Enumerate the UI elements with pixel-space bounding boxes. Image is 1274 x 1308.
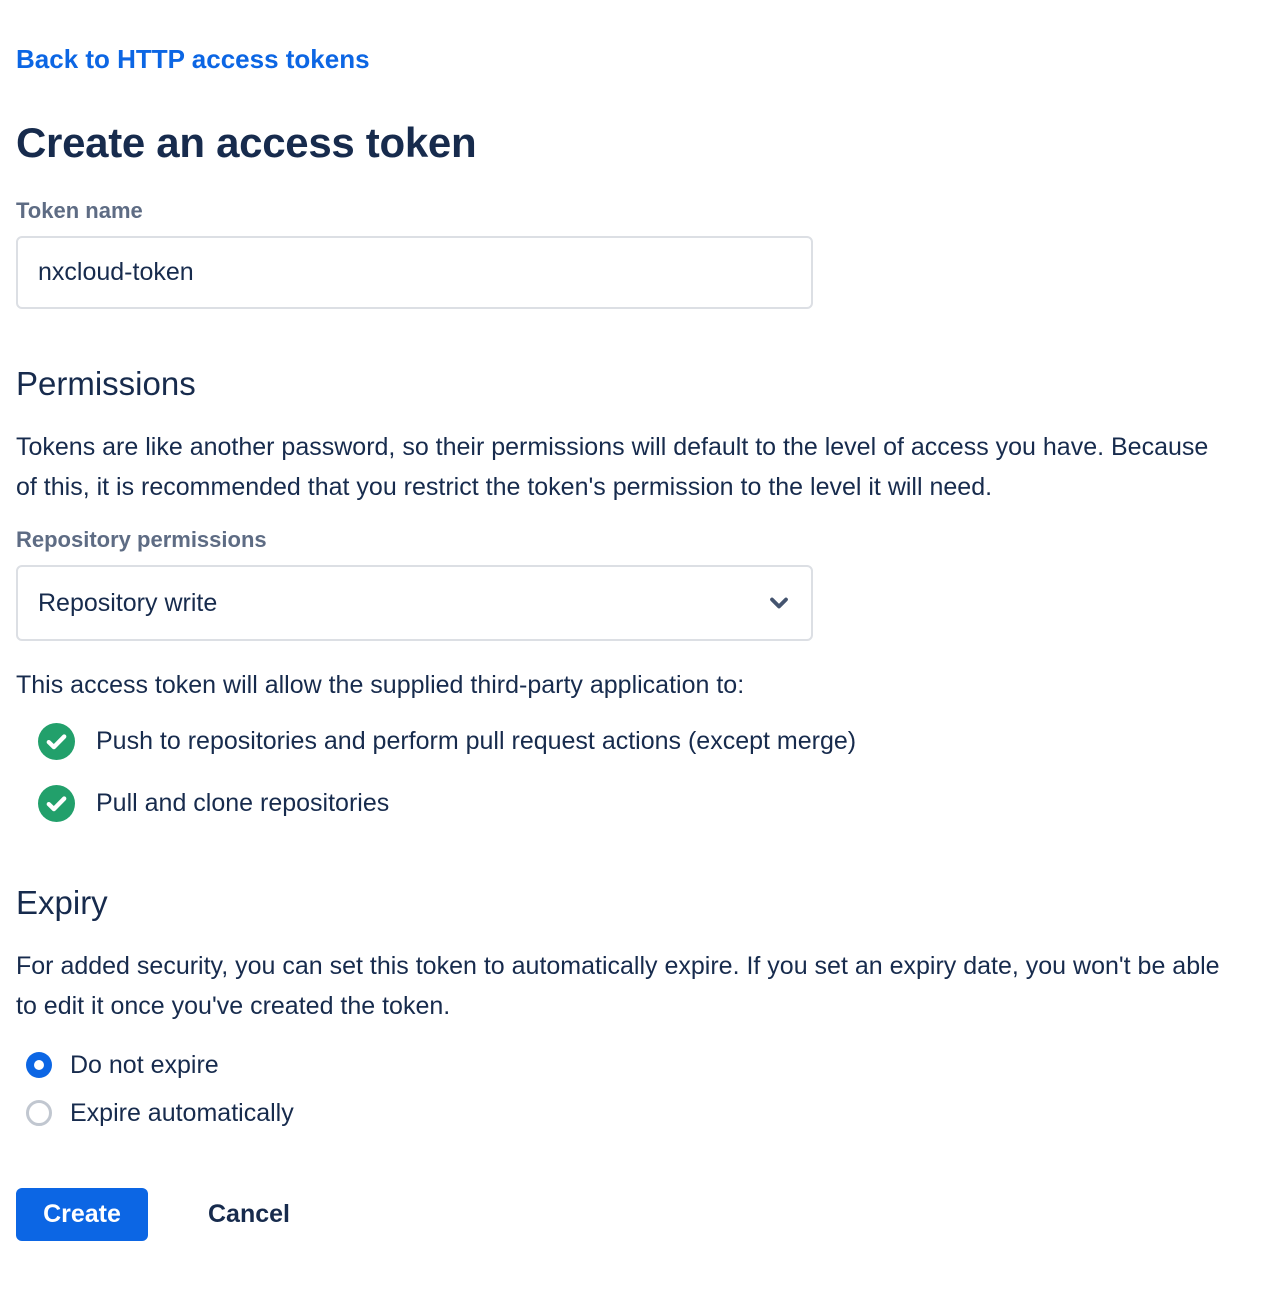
allow-intro-text: This access token will allow the supplied third-party application to: <box>16 671 745 699</box>
cancel-button[interactable]: Cancel <box>190 1188 308 1241</box>
permissions-description: Tokens are like another password, so their permissions will default to the level of access you have. Because of this, it is recommended that you restrict the token's permission to the level it will need. <box>16 433 1209 501</box>
create-button[interactable]: Create <box>16 1188 148 1241</box>
repository-permissions-selected-value: Repository write <box>38 588 218 617</box>
capability-list <box>16 723 1258 822</box>
capability-item-push <box>16 723 1258 760</box>
expiry-radio-group <box>16 1050 1258 1128</box>
expiry-description: For added security, you can set this token to automatically expire. If you set an expiry date, you won't be able to edit it once you've created the token. <box>16 952 1220 1020</box>
capability-text: Pull and clone repositories <box>96 789 390 817</box>
capability-text: Push to repositories and perform pull request actions (except merge) <box>96 727 857 755</box>
expiry-heading: Expiry <box>16 884 108 921</box>
radio-label: Do not expire <box>70 1051 219 1079</box>
token-name-input[interactable] <box>16 236 813 309</box>
radio-selected-icon[interactable] <box>26 1052 52 1078</box>
back-to-http-access-tokens-link[interactable]: Back to HTTP access tokens <box>16 44 370 74</box>
check-circle-icon <box>38 723 75 760</box>
check-circle-icon <box>38 785 75 822</box>
token-name-label: Token name <box>16 198 143 223</box>
radio-expire-automatically[interactable] <box>16 1098 1258 1128</box>
radio-label: Expire automatically <box>70 1099 294 1127</box>
form-actions <box>16 1188 1258 1241</box>
repository-permissions-select[interactable] <box>16 565 813 641</box>
radio-unselected-icon[interactable] <box>26 1100 52 1126</box>
capability-item-pull <box>16 785 1258 822</box>
radio-do-not-expire[interactable] <box>16 1050 1258 1080</box>
page-title: Create an access token <box>16 119 477 166</box>
chevron-down-icon <box>765 589 793 617</box>
repository-permissions-label: Repository permissions <box>16 527 267 552</box>
permissions-heading: Permissions <box>16 365 196 402</box>
